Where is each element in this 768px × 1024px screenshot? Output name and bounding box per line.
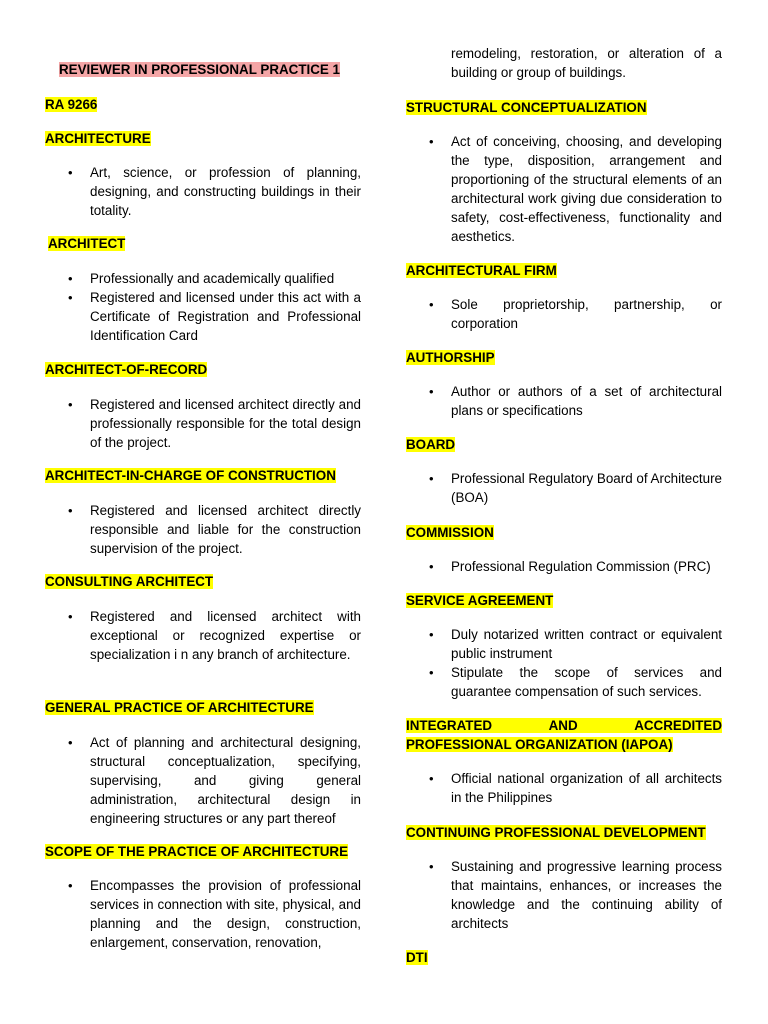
list-item: • Art, science, or profession of planning, designing, and constructing buildings in their totality. <box>45 163 361 220</box>
section-heading: AUTHORSHIP <box>406 350 495 365</box>
scope-continuation <box>406 44 722 82</box>
section-heading: COMMISSION <box>406 525 494 540</box>
section-architecture <box>45 129 361 220</box>
page-title <box>59 60 340 79</box>
section-consulting-architect <box>45 572 361 664</box>
section-heading: ARCHITECTURAL FIRM <box>406 263 557 278</box>
section-cpd <box>406 823 722 933</box>
list-item: • Duly notarized written contract or equivalent public instrument <box>406 625 722 663</box>
section-heading: ARCHITECT <box>48 236 126 251</box>
section-heading: GENERAL PRACTICE OF ARCHITECTURE <box>45 700 314 715</box>
list-item: • Sole proprietorship, partnership, or corporation <box>406 295 722 333</box>
section-dti <box>406 948 722 967</box>
list-item: • Registered and licensed architect with exceptional or recognized expertise or specialization i n any branch of architecture. <box>45 607 361 664</box>
list-item: • Act of planning and architectural designing, structural conceptualization, specifying, supervising, and giving general administration, architectural design in engineering structures or any part thereof <box>45 733 361 828</box>
section-architect-of-record <box>45 360 361 452</box>
list-item: • Official national organization of all architects in the Philippines <box>406 769 722 807</box>
section-authorship <box>406 348 722 420</box>
list-item: • Professional Regulatory Board of Architecture (BOA) <box>406 469 722 507</box>
list-item: • Registered and licensed architect directly and professionally responsible for the total design of the project. <box>45 395 361 452</box>
list-item: • Stipulate the scope of services and guarantee compensation of such services. <box>406 663 722 701</box>
list-item: • Encompasses the provision of professional services in connection with site, physical, and planning and the design, construction, enlargement, conservation, renovation, <box>45 876 361 952</box>
list-item: • Registered and licensed architect directly responsible and liable for the construction supervision of the project. <box>45 501 361 558</box>
section-heading: BOARD <box>406 437 456 452</box>
section-structural-conceptualization <box>406 98 722 246</box>
list-item: • Author or authors of a set of architectural plans or specifications <box>406 382 722 420</box>
section-heading: INTEGRATED AND ACCREDITED PROFESSIONAL ORGANIZATION (IAPOA) <box>406 718 722 752</box>
ra-heading <box>45 95 97 114</box>
section-heading: CONTINUING PROFESSIONAL DEVELOPMENT <box>406 825 706 840</box>
section-heading: SCOPE OF THE PRACTICE OF ARCHITECTURE <box>45 844 349 859</box>
section-commission <box>406 523 722 576</box>
section-heading: ARCHITECTURE <box>45 131 151 146</box>
list-item: • Professional Regulation Commission (PRC) <box>406 557 722 576</box>
section-heading: ARCHITECT-OF-RECORD <box>45 362 208 377</box>
section-heading: ARCHITECT-IN-CHARGE OF CONSTRUCTION <box>45 468 336 483</box>
section-service-agreement <box>406 591 722 701</box>
list-item: • Professionally and academically qualified <box>45 269 361 288</box>
section-architect <box>45 234 361 345</box>
section-architect-in-charge <box>45 466 361 558</box>
ra-text: RA 9266 <box>45 97 98 112</box>
section-heading: CONSULTING ARCHITECT <box>45 574 214 589</box>
section-architectural-firm <box>406 261 722 333</box>
section-board <box>406 435 722 507</box>
section-iapoa <box>406 716 722 807</box>
section-scope-of-practice <box>45 842 361 952</box>
section-heading: DTI <box>406 950 428 965</box>
list-item: • Registered and licensed under this act with a Certificate of Registration and Professional Identification Card <box>45 288 361 345</box>
list-item-continuation: remodeling, restoration, or alteration of a building or group of buildings. <box>451 46 722 80</box>
title-text: REVIEWER IN PROFESSIONAL PRACTICE 1 <box>59 62 340 77</box>
list-item: • Sustaining and progressive learning process that maintains, enhances, or increases the knowledge and the continuing ability of architects <box>406 857 722 933</box>
section-heading: STRUCTURAL CONCEPTUALIZATION <box>406 100 647 115</box>
list-item: • Act of conceiving, choosing, and developing the type, disposition, arrangement and proportioning of the structural elements of an architectural work giving due consideration to safety, cost-effectiveness, functionality and aesthetics. <box>406 132 722 246</box>
section-heading: SERVICE AGREEMENT <box>406 593 554 608</box>
section-general-practice <box>45 698 361 828</box>
